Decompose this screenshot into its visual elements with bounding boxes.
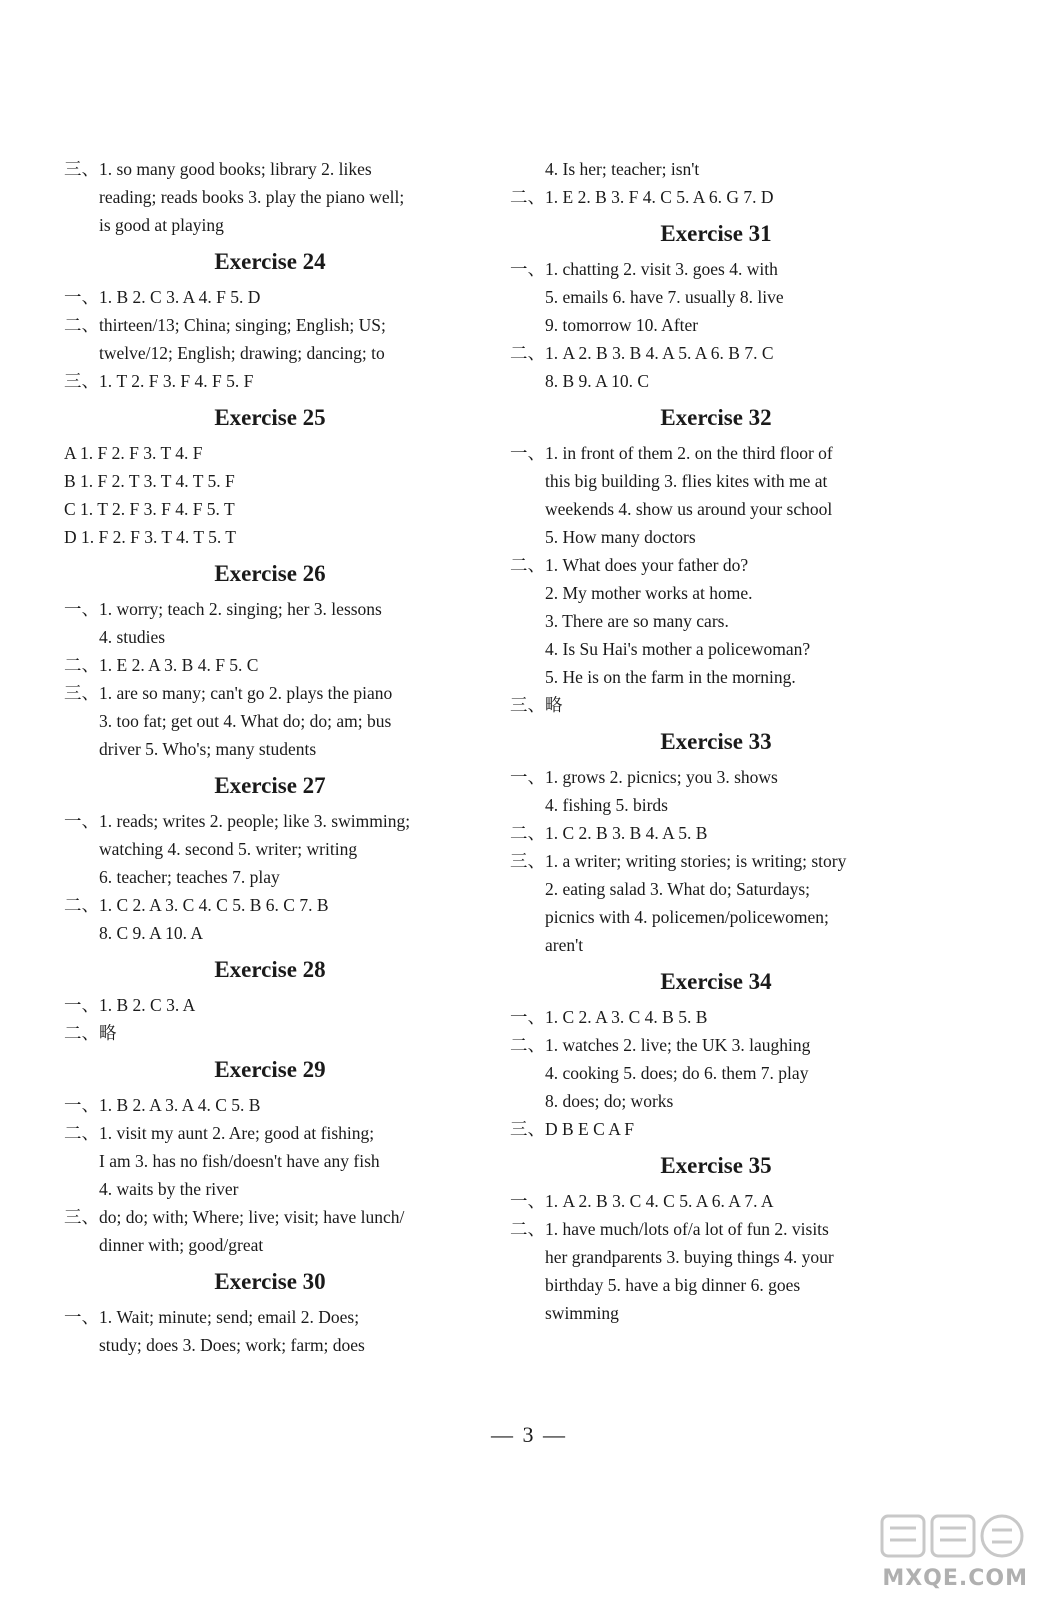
answer-line: driver 5. Who's; many students bbox=[99, 739, 317, 759]
answer-line: 2. My mother works at home. bbox=[545, 583, 753, 603]
answer-line: I am 3. has no fish/doesn't have any fish bbox=[99, 1151, 380, 1171]
exercise-title: Exercise 26 bbox=[214, 561, 326, 586]
right-column bbox=[510, 155, 922, 1327]
answer-line: 三、do; do; with; Where; live; visit; have lunch/ bbox=[64, 1207, 405, 1227]
answer-line: 6. teacher; teaches 7. play bbox=[99, 867, 280, 887]
answer-line: 二、1. E 2. B 3. F 4. C 5. A 6. G 7. D bbox=[510, 187, 774, 207]
answer-line: 三、1. a writer; writing stories; is writing; story bbox=[510, 851, 847, 871]
answer-line: weekends 4. show us around your school bbox=[545, 499, 833, 519]
exercise-title: Exercise 24 bbox=[214, 249, 326, 274]
answer-line: 4. Is Su Hai's mother a policewoman? bbox=[545, 639, 811, 659]
answer-line: 一、1. grows 2. picnics; you 3. shows bbox=[510, 767, 778, 787]
answer-line: B 1. F 2. T 3. T 4. T 5. F bbox=[64, 471, 235, 491]
answer-line: 5. How many doctors bbox=[545, 527, 696, 547]
watermark-text: MXQE.COM bbox=[882, 1566, 1028, 1591]
exercise-title: Exercise 34 bbox=[660, 969, 772, 994]
answer-line: 三、D B E C A F bbox=[510, 1119, 634, 1139]
exercise-title: Exercise 27 bbox=[214, 773, 326, 798]
answer-line: watching 4. second 5. writer; writing bbox=[99, 839, 358, 859]
answer-line: 4. cooking 5. does; do 6. them 7. play bbox=[545, 1063, 809, 1083]
page-number: — 3 — bbox=[491, 1422, 567, 1447]
exercise-title: Exercise 35 bbox=[660, 1153, 772, 1178]
answer-line: 一、1. worry; teach 2. singing; her 3. lessons bbox=[64, 599, 382, 619]
answer-line: 一、1. C 2. A 3. C 4. B 5. B bbox=[510, 1007, 708, 1027]
answer-line: 8. does; do; works bbox=[545, 1091, 674, 1111]
answer-line: her grandparents 3. buying things 4. your bbox=[545, 1247, 834, 1267]
answer-line: 二、1. have much/lots of/a lot of fun 2. visits bbox=[510, 1219, 829, 1239]
answer-line: 二、1. watches 2. live; the UK 3. laughing bbox=[510, 1035, 811, 1055]
answer-line: picnics with 4. policemen/policewomen; bbox=[545, 907, 829, 927]
answer-line: 2. eating salad 3. What do; Saturdays; bbox=[545, 879, 811, 899]
answer-line: 5. emails 6. have 7. usually 8. live bbox=[545, 287, 784, 307]
answer-line: 三、1. so many good books; library 2. likes bbox=[64, 159, 372, 179]
answer-line: 4. Is her; teacher; isn't bbox=[545, 159, 700, 179]
answer-line: 一、1. Wait; minute; send; email 2. Does; bbox=[64, 1307, 360, 1327]
answer-line: 一、1. in front of them 2. on the third floor of bbox=[510, 443, 833, 463]
exercise-title: Exercise 30 bbox=[214, 1269, 326, 1294]
answer-line: 二、1. C 2. B 3. B 4. A 5. B bbox=[510, 823, 708, 843]
answer-line: reading; reads books 3. play the piano well; bbox=[99, 187, 405, 207]
answer-line: 4. waits by the river bbox=[99, 1179, 239, 1199]
answer-line: 三、1. T 2. F 3. F 4. F 5. F bbox=[64, 371, 254, 391]
answer-line: 二、1. A 2. B 3. B 4. A 5. A 6. B 7. C bbox=[510, 343, 774, 363]
exercise-title: Exercise 33 bbox=[660, 729, 772, 754]
exercise-title: Exercise 31 bbox=[660, 221, 772, 246]
answer-line: 二、thirteen/13; China; singing; English; US; bbox=[64, 315, 386, 335]
answer-line: 一、1. B 2. C 3. A 4. F 5. D bbox=[64, 287, 261, 307]
answer-line: 一、1. reads; writes 2. people; like 3. swimming; bbox=[64, 811, 411, 831]
answer-line: 三、1. are so many; can't go 2. plays the piano bbox=[64, 683, 393, 703]
exercise-title: Exercise 29 bbox=[214, 1057, 326, 1082]
answer-line: 8. B 9. A 10. C bbox=[545, 371, 650, 391]
answer-line: C 1. T 2. F 3. F 4. F 5. T bbox=[64, 499, 235, 519]
answer-line: 一、1. chatting 2. visit 3. goes 4. with bbox=[510, 259, 778, 279]
answer-line: 4. studies bbox=[99, 627, 166, 647]
answer-line: 5. He is on the farm in the morning. bbox=[545, 667, 796, 687]
exercise-title: Exercise 32 bbox=[660, 405, 772, 430]
answer-line: 3. too fat; get out 4. What do; do; am; bus bbox=[99, 711, 392, 731]
answer-line: 9. tomorrow 10. After bbox=[545, 315, 699, 335]
answer-line: 4. fishing 5. birds bbox=[545, 795, 668, 815]
answer-line: twelve/12; English; drawing; dancing; to bbox=[99, 343, 385, 363]
answer-line: 8. C 9. A 10. A bbox=[99, 923, 204, 943]
answer-line: dinner with; good/great bbox=[99, 1235, 264, 1255]
answer-line: 二、1. What does your father do? bbox=[510, 555, 749, 575]
answer-line: aren't bbox=[545, 935, 584, 955]
left-column bbox=[64, 155, 476, 1359]
answer-line: swimming bbox=[545, 1303, 619, 1323]
answer-line: 3. There are so many cars. bbox=[545, 611, 729, 631]
answer-line: D 1. F 2. F 3. T 4. T 5. T bbox=[64, 527, 236, 547]
answer-line: 三、略 bbox=[510, 695, 563, 715]
answer-line: 一、1. B 2. A 3. A 4. C 5. B bbox=[64, 1095, 261, 1115]
answer-line: 一、1. B 2. C 3. A bbox=[64, 995, 196, 1015]
answer-line: 一、1. A 2. B 3. C 4. C 5. A 6. A 7. A bbox=[510, 1191, 774, 1211]
answer-line: 二、1. E 2. A 3. B 4. F 5. C bbox=[64, 655, 259, 675]
answer-line: A 1. F 2. F 3. T 4. F bbox=[64, 443, 203, 463]
exercise-title: Exercise 25 bbox=[214, 405, 326, 430]
answer-line: 二、1. C 2. A 3. C 4. C 5. B 6. C 7. B bbox=[64, 895, 329, 915]
exercise-title: Exercise 28 bbox=[214, 957, 326, 982]
answer-line: this big building 3. flies kites with me at bbox=[545, 471, 828, 491]
answer-line: 二、1. visit my aunt 2. Are; good at fishing; bbox=[64, 1123, 375, 1143]
answer-line: study; does 3. Does; work; farm; does bbox=[99, 1335, 365, 1355]
answer-line: 二、略 bbox=[64, 1023, 117, 1043]
answer-line: birthday 5. have a big dinner 6. goes bbox=[545, 1275, 801, 1295]
answer-line: is good at playing bbox=[99, 215, 224, 235]
